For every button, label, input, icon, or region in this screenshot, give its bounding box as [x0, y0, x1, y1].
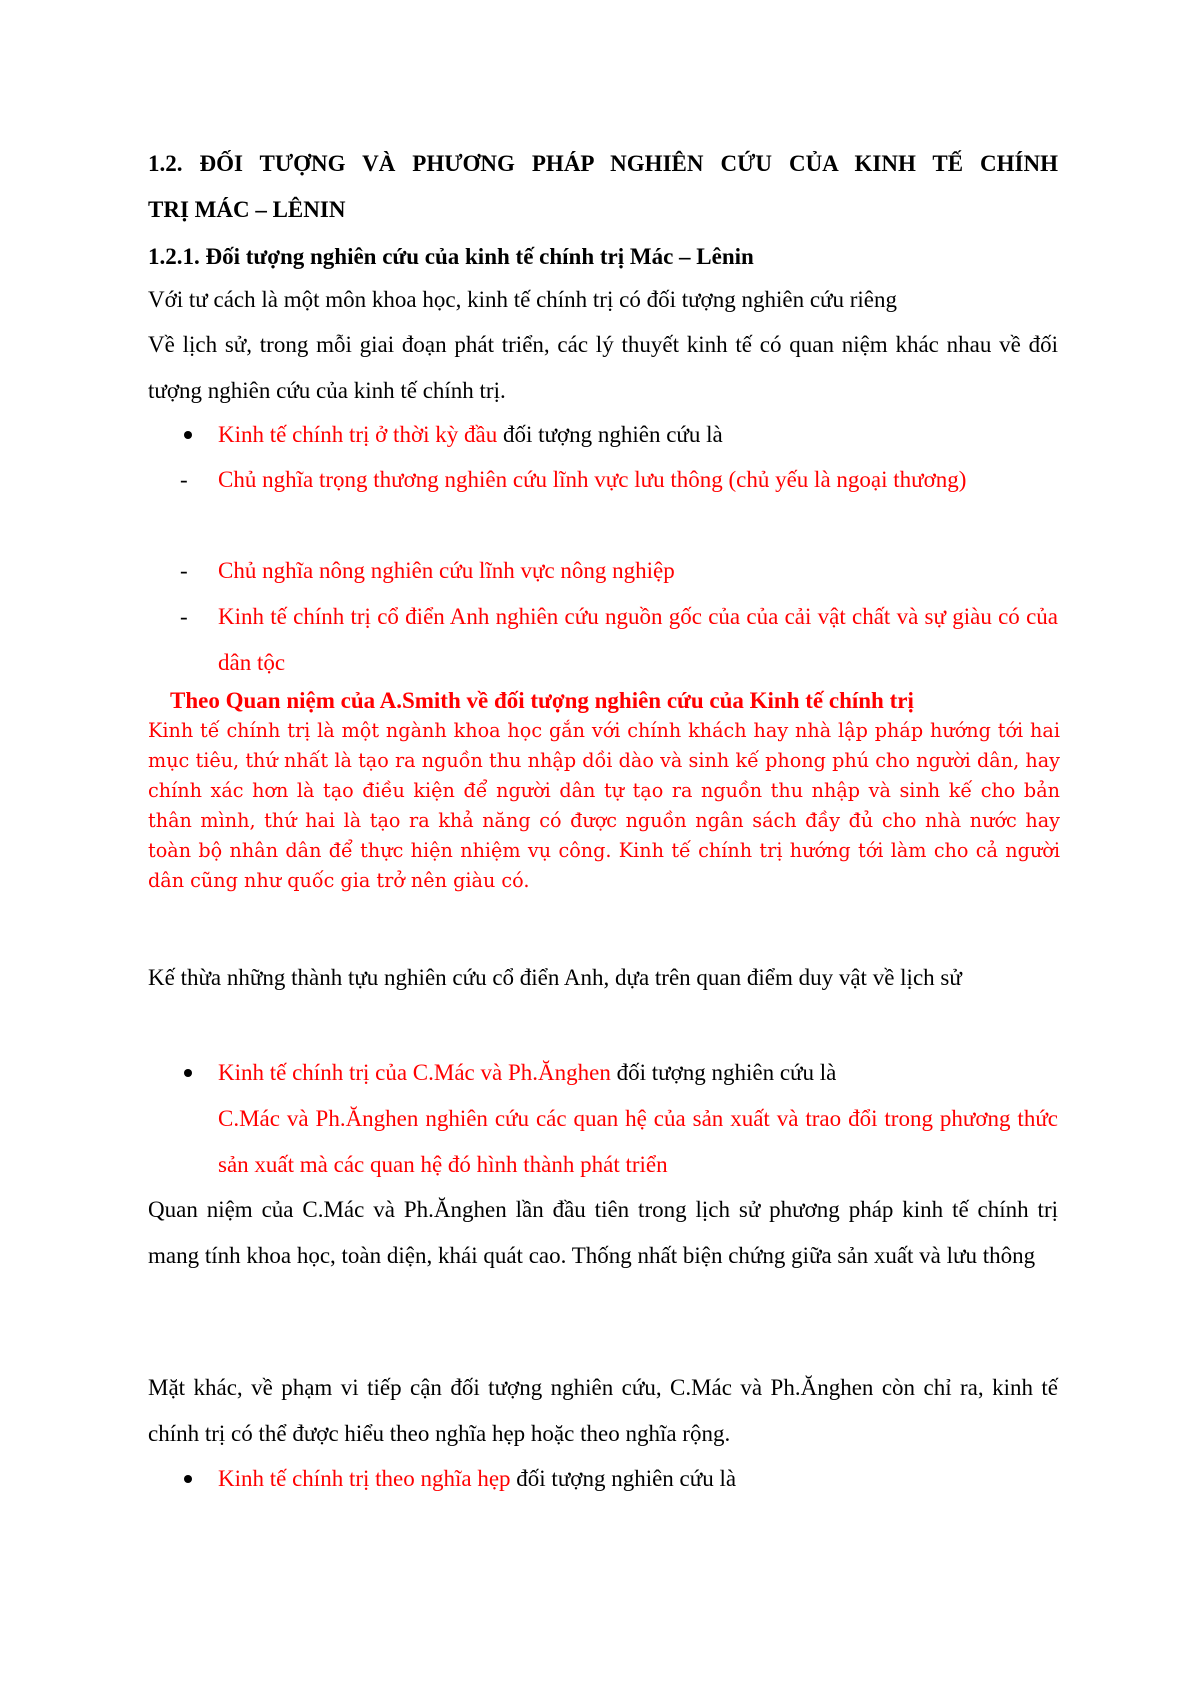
- history-paragraph: Về lịch sử, trong mỗi giai đoạn phát triển, các lý thuyết kinh tế có quan niệm khác nhau về đối tượng nghiên cứu của kinh tế chính trị.: [148, 332, 1058, 403]
- bullet-icon: [184, 1069, 192, 1077]
- subsection-heading: 1.2.1. Đối tượng nghiên cứu của kinh tế chính trị Mác – Lênin: [148, 244, 754, 269]
- bullet-icon: [184, 1475, 192, 1483]
- marx-engels-detail: C.Mác và Ph.Ănghen nghiên cứu các quan hệ của sản xuất và trao đổi trong phương thức sản xuất mà các quan hệ đó hình thành phát triển: [218, 1106, 1058, 1177]
- bullet-narrow-sense: [218, 1456, 1058, 1502]
- dash-icon: -: [180, 467, 188, 492]
- intro-paragraph: Với tư cách là một môn khoa học, kinh tế chính trị có đối tượng nghiên cứu riêng: [148, 287, 898, 312]
- section-heading: [148, 141, 1058, 233]
- bullet-narrow-sense-black: đối tượng nghiên cứu là: [510, 1466, 737, 1491]
- bullet-marx-engels-black: đối tượng nghiên cứu là: [610, 1060, 837, 1085]
- bullet-early-period: [218, 412, 1058, 458]
- scope-paragraph: Mặt khác, về phạm vi tiếp cận đối tượng nghiên cứu, C.Mác và Ph.Ănghen còn chỉ ra, kinh tế chính trị có thể được hiểu theo nghĩa hẹp hoặc theo nghĩa rộng.: [148, 1375, 1058, 1446]
- dash-item-physiocracy: Chủ nghĩa nông nghiên cứu lĩnh vực nông nghiệp: [218, 558, 675, 583]
- bullet-icon: [184, 431, 192, 439]
- bullet-narrow-sense-red: Kinh tế chính trị theo nghĩa hẹp: [218, 1466, 511, 1491]
- bullet-marx-engels-red: Kinh tế chính trị của C.Mác và Ph.Ănghen: [218, 1060, 611, 1085]
- dash-icon: -: [180, 558, 188, 583]
- section-heading-line1: 1.2. ĐỐI TƯỢNG VÀ PHƯƠNG PHÁP NGHIÊN CỨU CỦA KINH TẾ CHÍNH: [148, 151, 1058, 176]
- marx-view-paragraph: Quan niệm của C.Mác và Ph.Ănghen lần đầu tiên trong lịch sử phương pháp kinh tế chính trị mang tính khoa học, toàn diện, khái quát cao. Thống nhất biện chứng giữa sản xuất và lưu thông: [148, 1197, 1058, 1268]
- bullet-early-period-red: Kinh tế chính trị ở thời kỳ đầu: [218, 422, 498, 447]
- dash-item-classical-english: Kinh tế chính trị cổ điển Anh nghiên cứu nguồn gốc của của cải vật chất và sự giàu có của dân tộc: [218, 604, 1058, 675]
- bullet-early-period-black: đối tượng nghiên cứu là: [497, 422, 723, 447]
- smith-paragraph: Kinh tế chính trị là một ngành khoa học gắn với chính khách hay nhà lập pháp hướng tới hai mục tiêu, thứ nhất là tạo ra nguồn thu nhập dồi dào và sinh kế phong phú cho người dân, hay chính xác hơn là tạo điều kiện để người dân tự tạo ra nguồn thu nhập và sinh kế cho bản thân mình, thứ hai là tạo ra khả năng có được nguồn ngân sách đầy đủ cho nhà nước hay toàn bộ nhân dân để thực hiện nhiệm vụ công. Kinh tế chính trị hướng tới làm cho cả người dân cũng như quốc gia trở nên giàu có.: [148, 719, 1060, 892]
- bullet-marx-engels: [218, 1050, 1058, 1096]
- dash-icon: -: [180, 604, 188, 629]
- smith-heading: Theo Quan niệm của A.Smith về đối tượng nghiên cứu của Kinh tế chính trị: [170, 688, 914, 713]
- dash-item-mercantilism: Chủ nghĩa trọng thương nghiên cứu lĩnh vực lưu thông (chủ yếu là ngoại thương): [218, 467, 967, 492]
- section-heading-line2: TRỊ MÁC – LÊNIN: [148, 197, 346, 222]
- inherit-paragraph: Kế thừa những thành tựu nghiên cứu cổ điển Anh, dựa trên quan điểm duy vật về lịch sử: [148, 965, 962, 990]
